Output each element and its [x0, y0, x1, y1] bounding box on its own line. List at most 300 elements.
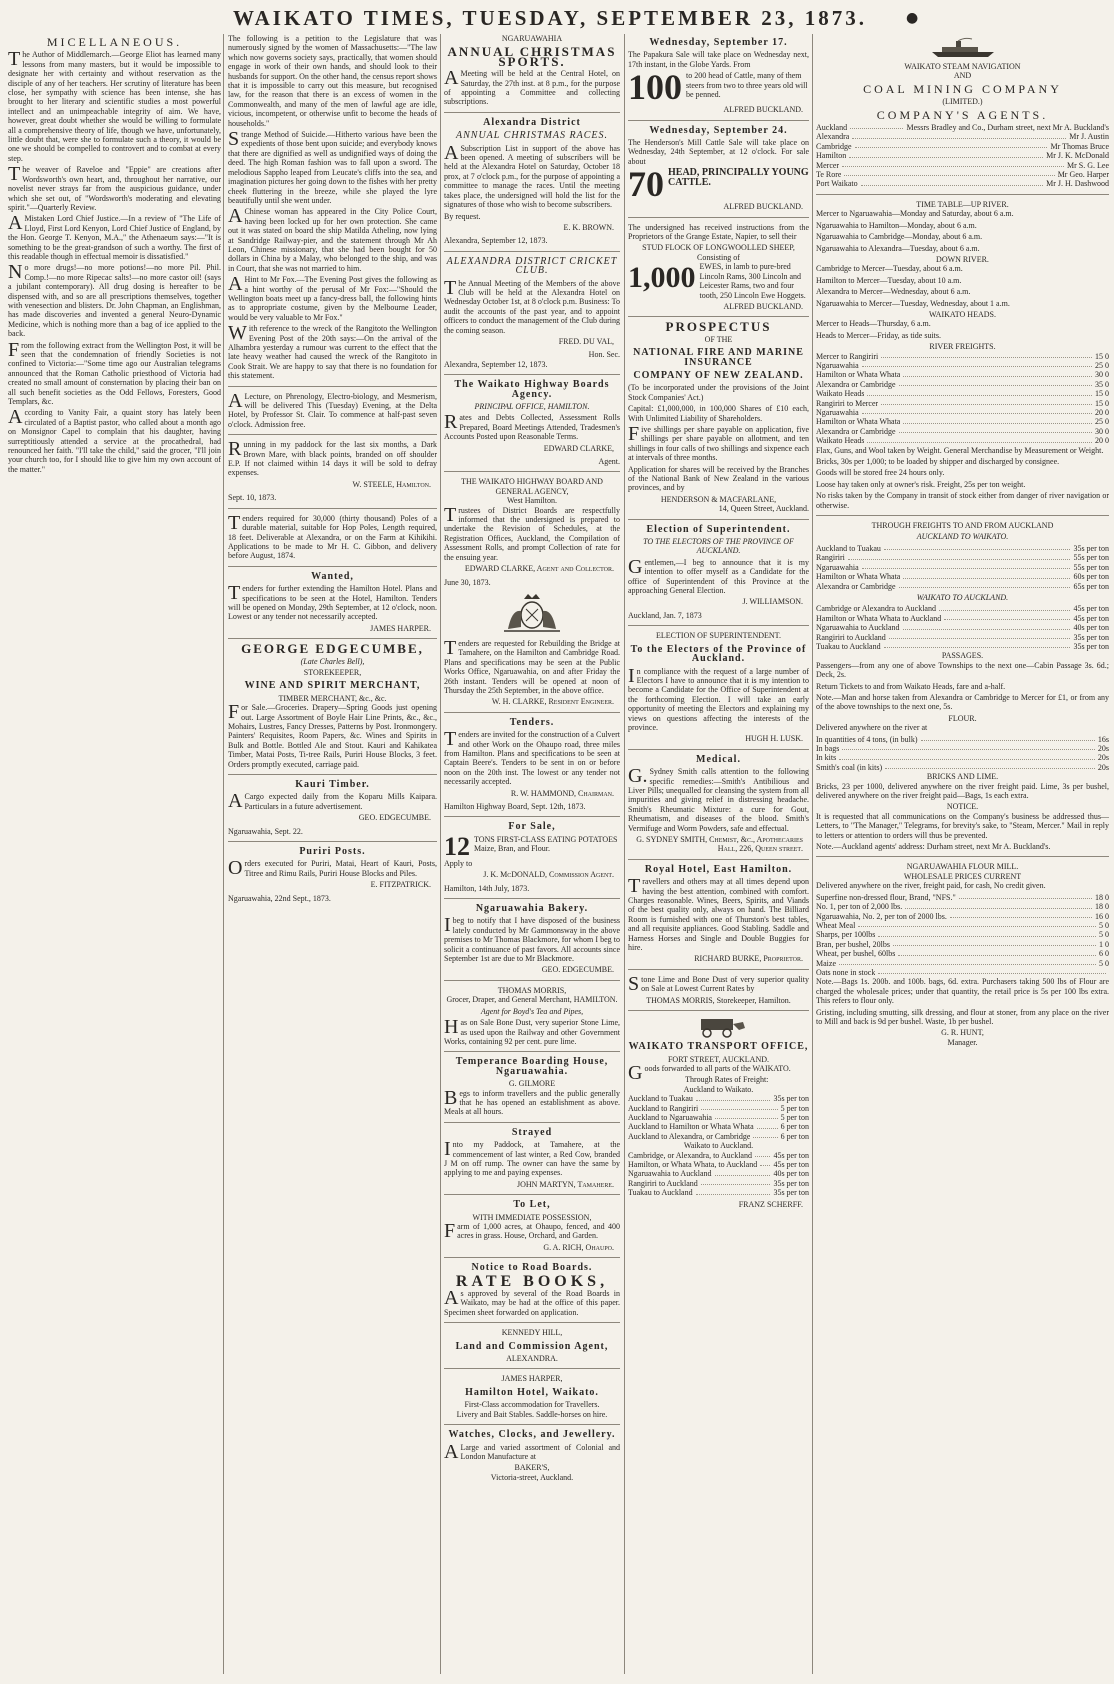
advert-heading: Election of Superintendent. [646, 523, 791, 535]
dot-leader [878, 930, 1096, 936]
advert-ewes [628, 262, 809, 300]
advert-sub: THOMAS MORRIS, Storekeeper, Hamilton. [646, 995, 791, 1005]
timetable-entry: Ngaruawahia to Mercer—Tuesday, Wednesday, about 1 a.m. [816, 298, 1010, 308]
quantity: 70 [628, 168, 664, 201]
row-cell: Alexandra [816, 132, 850, 142]
advert-heading: ELECTION OF SUPERINTENDENT. [656, 631, 781, 641]
row-cell: Te Rore [816, 170, 842, 180]
divider [628, 316, 809, 317]
advert-subscription: ASubscription List in support of the above has been opened. A meeting of subscribers will be held at the Alexandra Hotel on Saturday, October 18 prox, at 7 o'clock p.m., for the purpose of appointing a committee to manage the races. Until the meeting takes place, the undersigned will hold the list for the signatures of those who wish to become subscribers. [444, 141, 620, 210]
freight-row [628, 1188, 809, 1197]
dot-leader [905, 902, 1092, 908]
price-row [816, 968, 1109, 977]
flour-table [816, 735, 1109, 773]
row-cell: 20 0 [1095, 408, 1109, 417]
row-cell: Cambridge [816, 141, 852, 151]
advert-heading: Land and Commission Agent, [455, 1340, 609, 1352]
signature: R. W. HAMMOND, Chairman. [510, 788, 614, 798]
row-cell: Waikato Heads [816, 436, 865, 446]
timetable-entry: Mercer to Heads—Thursday, 6 a.m. [816, 319, 931, 329]
advert-sub: AND [953, 71, 972, 81]
divider [628, 625, 809, 626]
advert-heading: Medical. [696, 753, 741, 765]
row-cell: 20s [1097, 753, 1109, 763]
section-heading: TIME TABLE—UP RIVER. [916, 199, 1009, 209]
advert-heading: WAIKATO TRANSPORT OFFICE, [628, 1041, 809, 1053]
row-cell: 40s per ton [773, 1169, 809, 1179]
advert-heading: PROSPECTUS [665, 319, 772, 335]
note: Delivered anywhere on the river at [816, 723, 928, 733]
agent-row [816, 151, 1109, 160]
note: Passengers—from any one of above Townships to the next one—Cabin Passage 3s. 6d.; Deck, 2s. [816, 660, 1109, 680]
row-cell: Ngaruawahia, No. 2, per ton of 2000 lbs. [816, 911, 947, 921]
divider [628, 217, 809, 218]
advert-trustees: Trustees of District Boards are respectfully informed that the undersigned is prepared to undertake the Revision of Schedules, at the Registration Offices, Auckland, the Compilation of Assessment Rolls, and prompt Collection of rate for the ensuing year. [444, 503, 620, 562]
row-cell: 40s per ton [1073, 623, 1109, 633]
row-cell: 65s per ton [1073, 581, 1109, 591]
row-cell: Mr J. Austin [1069, 132, 1109, 142]
price-row [816, 959, 1109, 968]
row-cell: 6 per ton [780, 1122, 809, 1132]
agent-row [816, 179, 1109, 188]
advert-text: to 200 head of Cattle, many of them steers from two to three years old will be penned. [686, 71, 808, 100]
article: The following is a petition to the Legislature that was numerously signed by the women of Massachusetts:—"The law which now governs society says, practically, that women should engage in work of their own hands, and should look to their husbands for support. On the other hand, the census report shows that it is impossible to carry out this measure, but recognised law, for the reason that there is an excess of women in the Commonwealth, and many of the men of lawful age are idle, vicious, incompetent, or otherwise unfit to become the heads of households." [228, 34, 437, 128]
row-cell: Bran, per bushel, 20lbs [816, 939, 890, 949]
advert-sub: FORT STREET, AUCKLAND. [667, 1054, 769, 1064]
signature: GEO. EDGECUMBE. [541, 965, 614, 975]
section-heading: THROUGH FREIGHTS TO AND FROM AUCKLAND [871, 521, 1054, 531]
advert-heading: WINE AND SPIRIT MERCHANT, [244, 680, 421, 692]
agent-row [816, 170, 1109, 179]
advert-heading: Watches, Clocks, and Jewellery. [448, 1429, 616, 1441]
row-cell: Ngaruawahia [816, 408, 859, 417]
divider [444, 1322, 620, 1323]
row-cell: 15 0 [1095, 389, 1109, 399]
newspaper-title: WAIKATO TIMES, TUESDAY, SEPTEMBER 23, 1873. [232, 6, 868, 30]
dot-leader [701, 1104, 777, 1110]
timetable-entry: Ngaruawahia to Alexandra—Tuesday, about 6 a.m. [816, 243, 980, 253]
divider [816, 515, 1109, 516]
row-cell: Hamilton or Whata Whata [816, 370, 901, 380]
column-sales [628, 34, 809, 1674]
article: AMistaken Lord Chief Justice.—In a review of "The Life of Lloyd, First Lord Kenyon, Lord Chief Justice of England, by the Hon. George T. Kenyon, M.A.," the Athenaeum says:—"It is something to be the great-grandson of such a worthy. The first of this readable though in effectual memoir is dissatisfied." [8, 212, 221, 261]
freight-row [816, 380, 1109, 389]
price-row [816, 930, 1109, 939]
row-cell: Mr Thomas Bruce [1050, 141, 1109, 151]
row-cell: 55s per ton [1073, 553, 1109, 563]
divider [628, 749, 809, 750]
row-cell: 45s per ton [1073, 604, 1109, 614]
advert-heading: Wednesday, September 17. [649, 37, 788, 48]
dot-leader [884, 642, 1071, 648]
row-cell: 55s per ton [1073, 562, 1109, 572]
note: No risks taken by the Company in transit of stock either from danger of river navigation or otherwise. [816, 491, 1109, 510]
divider [228, 638, 437, 639]
row-cell: 35 0 [1095, 379, 1109, 389]
dot-leader [885, 763, 1095, 769]
advert-sub: STOREKEEPER, [303, 667, 362, 677]
price-row [816, 735, 1109, 744]
row-cell: 45s per ton [773, 1159, 809, 1169]
note: Goods will be stored free 24 hours only. [816, 468, 945, 478]
note: Loose hay taken only at owner's risk. Freight, 25s per ton weight. [816, 479, 1026, 489]
row-cell: In kits [816, 753, 837, 763]
advert-sub: WAIKATO TO AUCKLAND. [916, 592, 1009, 602]
row-cell: Hamilton or Whata Whata [816, 572, 901, 582]
advert-heading: Royal Hotel, East Hamilton. [644, 863, 793, 875]
row-cell: Auckland [816, 123, 848, 133]
signature: JOHN MARTYN, Tamahere. [516, 1179, 614, 1189]
advert-heading: Wednesday, September 24. [649, 124, 788, 136]
dot-leader [862, 408, 1092, 414]
advert-papakura: The Papakura Sale will take place on Wednesday next, 17th instant, in the Globe Yards. From [628, 50, 809, 69]
divider [444, 816, 620, 817]
divider [444, 712, 620, 713]
dot-leader [862, 361, 1092, 367]
agent-row [816, 123, 1109, 132]
dot-leader [715, 1113, 778, 1119]
dateline: Ngaruawahia, 22nd Sept., 1873. [228, 893, 331, 903]
note: Note.—Man and horse taken from Alexandra or Cambridge to Mercer for £1, or from any of the above townships to the next one, 5s. [816, 692, 1109, 712]
note: Apply to [444, 858, 473, 868]
row-cell: Smith's coal (in kits) [816, 762, 883, 772]
freight-row [816, 582, 1109, 591]
divider [444, 471, 620, 472]
row-cell: Auckland to Tuakau [628, 1094, 693, 1104]
freight-row [816, 399, 1109, 408]
quantity: 12 [444, 834, 470, 859]
signature: EDWARD CLARKE, [543, 443, 614, 453]
advert-lecture: ALecture, on Phrenology, Electro-biology, and Mesmerism, will be delivered This (Tuesday) Evening, at the Delta Hotel, by Professor St. Clair. To commence at half-past seven o'clock. Admission free. [228, 389, 437, 429]
dot-leader [855, 142, 1048, 148]
freight-row [628, 1113, 809, 1122]
row-cell: In bags [816, 744, 840, 753]
note: Bricks, 30s per 1,000; to be loaded by shipper and discharged by consignee. [816, 457, 1060, 467]
signature-role: Hon. Sec. [588, 350, 620, 360]
dot-leader [903, 370, 1092, 376]
advert-sub: (LIMITED.) [942, 97, 983, 107]
row-cell: Auckland to Hamilton or Whata Whata [628, 1122, 754, 1132]
dot-leader [839, 753, 1095, 759]
freight-row [628, 1094, 809, 1103]
quantity: 100 [628, 71, 682, 104]
row-cell: Auckland to Rangiriri [628, 1103, 699, 1113]
divider [228, 434, 437, 435]
advert-transport: Goods forwarded to all parts of the WAIKATO. [628, 1061, 791, 1084]
row-cell: 30 0 [1095, 370, 1109, 380]
dot-leader [760, 1160, 770, 1166]
row-cell: Ngaruawahia [816, 360, 859, 370]
freight-row [816, 604, 1109, 613]
dot-leader [755, 1151, 770, 1157]
advert-potatoes [444, 835, 620, 859]
row-cell: Mr J. K. McDonald [1046, 151, 1109, 161]
dot-leader [867, 389, 1092, 395]
timetable-entry: Cambridge to Mercer—Tuesday, about 6 a.m. [816, 264, 963, 274]
divider [444, 1194, 620, 1195]
divider [228, 774, 437, 775]
divider [444, 112, 620, 113]
timetable-entry: Heads to Mercer—Friday, as tide suits. [816, 330, 942, 340]
advert-strayed: Into my Paddock, at Tamahere, at the commencement of last winter, a Red Cow, branded J M on off rump. The owner can have the same by applying to me and paying expenses. [444, 1138, 620, 1178]
section-heading: PASSAGES. [941, 651, 984, 661]
signature: W. H. CLARKE, Resident Engineer. [491, 697, 614, 707]
timetable-entry: Alexandra to Mercer—Wednesday, about 6 a.m. [816, 287, 971, 297]
row-cell: Auckland to Ngaruawahia [628, 1112, 712, 1122]
row-cell: Wheat Meal [816, 920, 856, 930]
divider [628, 859, 809, 860]
divider [444, 1122, 620, 1123]
dateline: June 30, 1873. [444, 577, 491, 587]
advert-watches: ALarge and varied assortment of Colonial and London Manufacture at [444, 1440, 620, 1463]
dot-leader [881, 352, 1092, 358]
advert-heading: To the Electors of the Province of Auckland. [630, 643, 807, 665]
article: No more drugs!—no more potions!—no more Pil. Phil. Comp.!—no more Ripecac salts!—no more castor oil! (says a jubilant contemporary). All drug dosing is hereafter to be dispensed with, and so are all prescriptions themselves, together with venesection and blisters. Dr. John Chapman, an Englishman, has made discoveries and invented a general Neuro-Dynamic Medicine, which is nothing more than a bag of ice applied to the back. [8, 261, 221, 339]
signature: E. FITZPATRICK. [370, 880, 431, 890]
advert-heading: Tenders. [509, 716, 555, 728]
advert-medical: G.Sydney Smith calls attention to the following specific remedies:—Smith's Antibilious and Liver Pills; unequalled for cleansing the system from all impurities and giving relief in distressing headache. Smith's Rheumatic Mixture: a cure for Gout, Rheumatism, and diseases of the blood. Smith's Vermifuge and Worm Powders, safe and effectual. [628, 765, 809, 833]
freight-table [628, 1151, 809, 1198]
advert-sub: Consisting of [697, 252, 740, 262]
freight-row [628, 1151, 809, 1160]
signature: G. SYDNEY SMITH, Chemist, &c., Apothecaries Hall, 226, Queen street. [636, 835, 803, 854]
advert-puriri: Orders executed for Puriri, Matai, Heart of Kauri, Posts, Titree and Rimu Rails, Puriri House Blocks and Piles. [228, 857, 437, 880]
price-row [816, 893, 1109, 902]
advert-hotel-tenders: Tenders for further extending the Hamilton Hotel. Plans and specifications to be seen at the Hotel, Hamilton. Tenders will be opened on Monday, 29th September, at 12 o'clock, noon. Lowest or any tender not necessarily accepted. [228, 582, 437, 622]
advert-henderson: The Henderson's Mill Cattle Sale will take place on Wednesday, 24th September, at 12 o'clock. For sale about [628, 138, 809, 166]
dateline: Alexandra, September 12, 1873. [444, 359, 548, 369]
signature: EDWARD CLARKE, Agent and Collector. [464, 564, 614, 574]
dot-leader [842, 161, 1064, 167]
row-cell: 45s per ton [1073, 613, 1109, 623]
column-rule [223, 34, 224, 1674]
row-cell: 30 0 [1095, 426, 1109, 436]
advert-text: TONS FIRST-CLASS EATING POTATOES Maize, Bran, and Flour. [474, 834, 618, 854]
divider [228, 566, 437, 567]
advert-sub: OF THE [704, 334, 733, 344]
advert-sub: Livery and Bait Stables. Saddle-horses on hire. [456, 1409, 608, 1419]
signature: FRANZ SCHERFF. [738, 1199, 803, 1209]
article: Strange Method of Suicide.—Hitherto various have been the expedients of those bent upon suicide; and everybody knows that there are dignified as well as undignified ways of doing the deed. The high Roman fashion was to fall upon a sword. The melodious Sappho leaped from Leucate's cliffs into the sea, and imagination pictures her going down to the fishes with her pretty cheek fluttering in the breeze, while she played the lyre beautifully until she went under. [228, 128, 437, 205]
row-cell: 15 0 [1095, 351, 1109, 361]
advert-sub: First-Class accommodation for Travellers. [464, 1400, 600, 1410]
signature-role: Agent. [598, 457, 620, 467]
timetable-entry: Ngaruawahia to Hamilton—Monday, about 6 a.m. [816, 220, 977, 230]
dot-leader [701, 1179, 771, 1185]
advert-heading: Ngaruawahia Bakery. [475, 903, 589, 915]
section-heading: DOWN RIVER. [936, 254, 989, 264]
dot-leader [867, 436, 1092, 442]
row-cell: No. 1, per ton of 2,000 lbs. [816, 902, 903, 912]
advert-cargo: ACargo expected daily from the Koparu Mills Kaipara. Particulars in a future advertisement. [228, 790, 437, 813]
note: Flax, Guns, and Wool taken by Weight. General Merchandise by Measurement or Weight. [816, 445, 1104, 455]
row-cell: Alexandra or Cambridge [816, 581, 896, 591]
row-cell: Mr S. G. Lee [1067, 160, 1109, 170]
row-cell: Rangiriri to Auckland [628, 1178, 698, 1188]
freight-row [816, 436, 1109, 445]
freight-row [628, 1169, 809, 1178]
row-cell: Hamilton or Whata Whata to Auckland [816, 613, 942, 623]
advert-sub: Auckland to Waikato. [683, 1084, 754, 1094]
dot-leader [757, 1122, 778, 1128]
article: According to Vanity Fair, a quaint story has lately been circulated of a Baptist pastor, who called about a month ago on Monsignor Capel to complain that his daughter, having surreptitiously attended a service at the procathedral, had renounced her faith. "I'll take the child," said the grocer, "I'll join your church too, for I should like to give him my own account of the matter." [8, 406, 221, 474]
advert-rate-books: As approved by several of the Road Boards in Waikato, may be had at the office of this paper. Specimen sheet forwarded on application. [444, 1287, 620, 1317]
advert-capital: Capital: £1,000,000, in 100,000 Shares of £10 each, With Unlimited Liability of Shareholders. [628, 404, 809, 423]
dot-leader [850, 123, 903, 129]
freight-row [816, 427, 1109, 436]
advert-heading: Alexandra District [483, 116, 581, 128]
dot-leader [899, 380, 1092, 386]
timetable-entry: Mercer to Ngaruawahia—Monday and Saturday, about 6 a.m. [816, 209, 1014, 219]
timetable-entry: Hamilton to Mercer—Tuesday, about 10 a.m. [816, 275, 962, 285]
row-cell: Mercer to Rangiriri [816, 351, 879, 361]
price-row [816, 912, 1109, 921]
freight-row [816, 553, 1109, 562]
freight-row [816, 370, 1109, 379]
dot-leader [898, 949, 1096, 955]
price-row [816, 763, 1109, 772]
advert-sub: 14, Queen Street, Auckland. [718, 504, 809, 514]
row-cell: 25 0 [1095, 360, 1109, 370]
advert-heading: GEORGE EDGECUMBE, [241, 641, 424, 657]
divider [444, 1051, 620, 1052]
masthead [0, 0, 1114, 28]
dot-leader [881, 399, 1092, 405]
signature: RICHARD BURKE, Proprietor. [694, 954, 803, 964]
advert-sub: WHOLESALE PRICES CURRENT [903, 871, 1022, 881]
row-cell: Superfine non-dressed flour, Brand, "NFS." [816, 892, 956, 902]
advert-sub: West Hamilton. [506, 496, 557, 506]
article: AChinese woman has appeared in the City Police Court, having been locked up for her own protection. She came out it was stated on board the ship Matilda Atheling, now lying at Sandridge Railway-pier, and the statement through Mr Ah Leon, Chinese missionary, that she had been bought for 50 dollars in China by a Malay, who belonged to the ship, and was in Court, that she was not married to him. [228, 205, 437, 273]
freight-row [816, 352, 1109, 361]
price-table [816, 893, 1109, 978]
price-row [816, 940, 1109, 949]
row-cell: 35s per ton [1073, 641, 1109, 651]
advert-heading: NGARUAWAHIA FLOUR MILL. [906, 862, 1019, 872]
note: Delivered anywhere on the river, freight paid, for cash, No credit given. [816, 881, 1046, 891]
dateline: Alexandra, September 12, 1873. [444, 236, 548, 246]
freight-row [816, 417, 1109, 426]
row-cell: Rangiriri to Mercer [816, 398, 879, 408]
row-cell: Mercer [816, 160, 840, 170]
dot-leader [839, 959, 1096, 965]
dateline: Hamilton, 14th July, 1873. [444, 883, 530, 893]
row-cell: Hamilton or Whata Whata [816, 417, 901, 427]
row-cell: 5 0 [1099, 958, 1109, 968]
steamer-icon [928, 37, 998, 59]
dot-leader [959, 893, 1092, 899]
signature: FRED. DU VAL, [558, 336, 614, 346]
dot-leader [899, 582, 1071, 588]
article: AHint to Mr Fox.—The Evening Post gives the following as a hint worthy of the perusal of Mr Fox:—"Should the Wellington boats meet up a fancy-dress ball, the following hints as to appropriate costume, given by the Melbourne Leader, would be very valuable to Mr Fox." [228, 273, 437, 322]
freight-row [628, 1179, 809, 1188]
section-heading: RIVER FREIGHTS. [929, 342, 996, 352]
advert-heading: To Let, [513, 1199, 551, 1211]
divider [228, 386, 437, 387]
signature: ALFRED BUCKLAND. [723, 105, 803, 115]
row-cell: 5 per ton [780, 1112, 809, 1122]
advert-sub: WAIKATO STEAM NAVIGATION [904, 62, 1021, 71]
row-cell: 35s per ton [1073, 632, 1109, 642]
freight-row [628, 1160, 809, 1169]
dot-leader [861, 179, 1043, 185]
row-cell: Auckland to Tuakau [816, 543, 881, 553]
advert-heading: Puriri Posts. [299, 846, 366, 858]
wagon-icon [691, 1016, 747, 1038]
row-cell: Wheat, per bushel, 60lbs [816, 949, 896, 959]
dot-leader [903, 572, 1070, 578]
dot-leader [884, 544, 1071, 550]
freight-row [816, 623, 1109, 632]
column-rule [440, 34, 441, 1674]
row-cell: Alexandra or Cambridge [816, 379, 896, 389]
signature: W. STEELE, Hamilton. [352, 479, 431, 489]
dot-leader [878, 968, 1106, 974]
advert-head [628, 168, 809, 200]
advert-heading: The Waikato Highway Boards Agency. [454, 379, 610, 400]
dateline: Sept. 10, 1873. [228, 493, 277, 503]
row-cell: 20s [1097, 762, 1109, 772]
royal-crest-icon [500, 591, 564, 635]
price-row [816, 949, 1109, 958]
row-cell: 16s [1097, 734, 1109, 744]
river-freight-table [816, 352, 1109, 446]
quantity: 1,000 [628, 262, 696, 295]
advert-bridge-tenders: Tenders are requested for Rebuilding the Bridge at Tamahere, on the Hamilton and Cambridge Road. Plans and specifications may be seen at the Public Works Office, Ngaruawahia, on and after Friday the 26th instant. Tenders will be opened at noon of Thursday the 25th September, in the above office. [444, 636, 620, 695]
row-cell: Hamilton, or Whata Whata, to Auckland [628, 1159, 758, 1169]
advert-sub: TO THE ELECTORS OF THE PROVINCE OF AUCKLAND. [643, 537, 794, 556]
dot-leader [939, 604, 1070, 610]
row-cell: 35s per ton [773, 1178, 809, 1188]
section-heading: MICELLANEOUS. [46, 35, 183, 49]
signature: ALFRED BUCKLAND. [723, 202, 803, 212]
advert-sub: PRINCIPAL OFFICE, HAMILTON. [474, 402, 590, 411]
signature: J. WILLIAMSON. [742, 597, 803, 607]
divider [444, 1424, 620, 1425]
row-cell: Alexandra or Cambridge [816, 426, 896, 436]
note: It is requested that all communications on the Company's business be addressed thus—Letters, to "The Manager," Telegrams, for brevity's sake, to "Steam, Mercer." Mail in reply to letters or attention to orders will thus be prevented. [816, 811, 1109, 840]
advert-text: HEAD, PRINCIPALLY YOUNG CATTLE. [668, 168, 809, 188]
freight-row [816, 361, 1109, 370]
freight-row [816, 544, 1109, 553]
advert-poles: Tenders required for 30,000 (thirty thousand) Poles of a durable material, suitable for Hop Poles, Length required, 18 feet. Deliverable at Alexandra, or on the Farm at Kihikihi. Applications to be made to Mr H. C. Gibbon, and delivery before August, 1874. [228, 511, 437, 561]
row-cell: Cambridge, or Alexandra, to Auckland [628, 1150, 752, 1160]
article: With reference to the wreck of the Rangitoto the Wellington Evening Post of the 20th says:—On the arrival of the Alhambra yesterday a rumour was current to the effect that the late heavy weather had caused the wreck of the Rangitoto in Cook Strait. We are happy to say that there is no foundation for this statement. [228, 322, 437, 381]
divider [816, 194, 1109, 195]
row-cell: Ngaruawahia to Auckland [816, 623, 900, 633]
row-cell: Tuakau to Auckland [628, 1188, 693, 1198]
article: The Author of Middlemarch.—George Eliot has learned many lessons from many masters, but it would be impossible to designate her with certainty and without reservation as the disciple of any of her teachers. Her scrutiny of literature has been close, her sympathy with science has been intense, she has brought to her literary and scientific studies a most powerful intellect and an unimpeachable integrity of aim. We have, however, great doubt whether she would be willing to formulate all a comprehensive theory of life, though we have, unfortunately, little doubt that, were she to formulate such a theory, it would be one we should be compelled to controvert and to combat at every step. [8, 48, 221, 163]
timetable-entry: Ngaruawahia to Cambridge—Monday, about 6 a.m. [816, 232, 983, 242]
row-cell: Maize [816, 958, 836, 968]
section-heading: NOTICE. [946, 802, 979, 812]
row-cell: 35s per ton [773, 1188, 809, 1198]
divider [628, 120, 809, 121]
dot-leader [889, 633, 1071, 639]
row-cell: 45s per ton [773, 1150, 809, 1160]
row-cell: In quantities of 4 tons, (in bulk) [816, 734, 918, 744]
row-cell: Messrs Bradley and Co., Durham street, next Mr A. Buckland's [906, 123, 1109, 133]
divider [444, 1368, 620, 1369]
signature: ALFRED BUCKLAND. [723, 301, 803, 311]
note: By request. [444, 211, 481, 221]
divider [628, 519, 809, 520]
row-cell: 60s per ton [1073, 572, 1109, 582]
advert-lusk: In compliance with the request of a large number of Electors I have to announce that it is my intention to become a Candidate for the Office of Superintendent at the forthcoming Election. I will take an early opportunity of meeting the Electors and explaining my views on questions affecting the interests of the province. [628, 664, 809, 732]
advert-heading: ANNUAL CHRISTMAS RACES. [456, 130, 608, 142]
column-notices [444, 34, 620, 1674]
agents-table [816, 123, 1109, 189]
